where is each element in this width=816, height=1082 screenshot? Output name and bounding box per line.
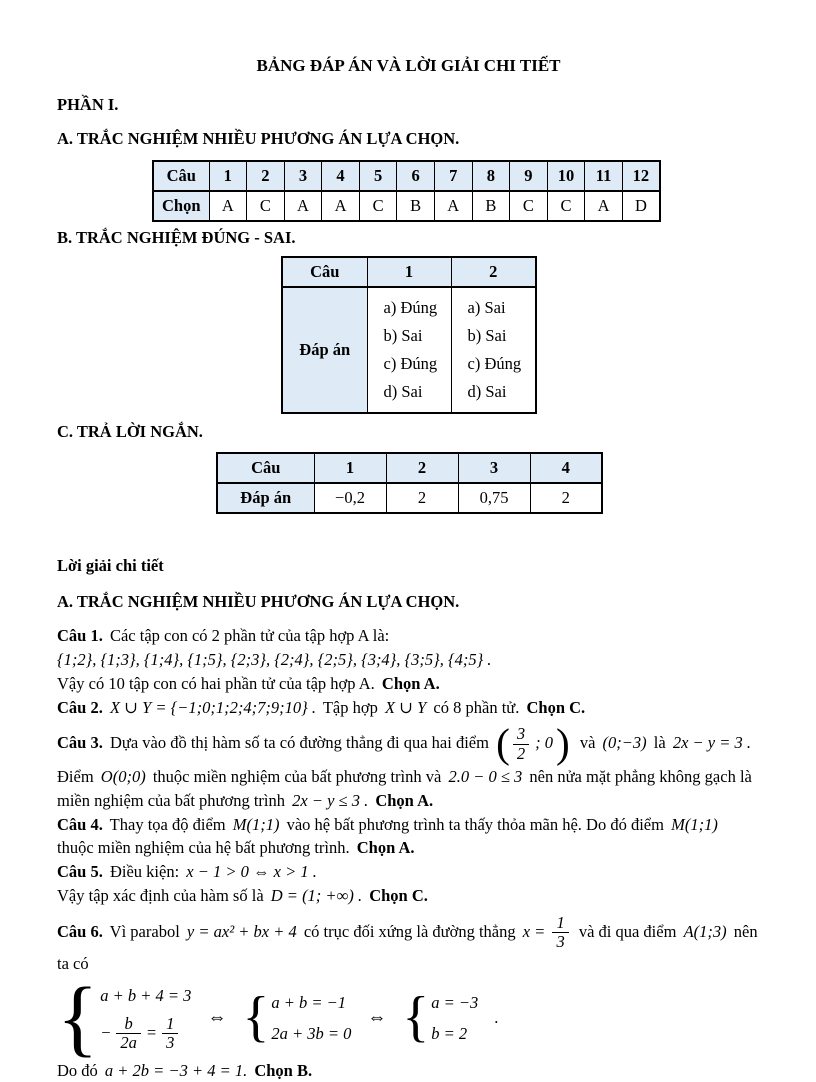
solution-text: nên nửa mặt phẳng không gạch là miền nghiệm của bất phương trình xyxy=(57,766,752,810)
table-cell: 2 xyxy=(386,453,458,483)
table-cell: 7 xyxy=(434,161,472,191)
table-cell: 3 xyxy=(458,453,530,483)
answer-cell: B xyxy=(397,191,435,221)
answer-cell: D xyxy=(622,191,660,221)
equation: − $\frac{b}{2a}$ = $\frac{1}{3}$ xyxy=(100,1015,191,1052)
option-result: d) Sai xyxy=(383,382,423,402)
option-result: b) Sai xyxy=(383,326,423,346)
table-header-row xyxy=(217,453,602,483)
option-result: d) Sai xyxy=(467,382,507,402)
table-cell: 10 xyxy=(547,161,585,191)
table-cell: 1 xyxy=(367,257,451,287)
equivalence-arrow: ⇔ xyxy=(367,1007,387,1029)
solution-text: vào hệ bất phương trình ta thấy thỏa mãn hệ. Do đó điểm xyxy=(286,814,664,834)
answer-choice: Chọn A. xyxy=(356,838,415,858)
table-cell: 4 xyxy=(530,453,602,483)
answer-cell: −0,2 xyxy=(314,483,386,513)
brace-icon: { xyxy=(57,969,99,1066)
answer-cell: A xyxy=(284,191,322,221)
math-expression: O(0;0) xyxy=(100,766,146,786)
answer-cell: A xyxy=(585,191,623,221)
brace-icon: { xyxy=(402,986,430,1049)
solution-cau-4 xyxy=(57,813,760,861)
table-cell: Câu xyxy=(153,161,209,191)
solution-text: Tập hợp xyxy=(322,697,378,717)
math-expression: (0;−3) xyxy=(602,732,647,752)
solution-text: Dựa vào đồ thị hàm số ta có đường thẳng đi qua hai điểm xyxy=(109,732,489,752)
answer-cell: A xyxy=(434,191,472,221)
answer-choice: Chọn C. xyxy=(526,697,586,717)
solution-text: thuộc miền nghiệm của bất phương trình và xyxy=(152,766,442,786)
answer-table-true-false xyxy=(281,256,537,414)
fraction: $\frac{1}{3}$ xyxy=(552,914,571,951)
option-result: b) Sai xyxy=(467,326,507,346)
table-cell: 12 xyxy=(622,161,660,191)
equation: a = −3 xyxy=(431,992,479,1012)
math-expression: 2x − y = 3 . xyxy=(672,732,752,752)
section-b-heading: B. TRẮC NGHIỆM ĐÚNG - SAI. xyxy=(57,228,296,248)
question-label: Câu 5. xyxy=(57,862,103,882)
solution-text: Do đó xyxy=(57,1060,98,1080)
question-label: Câu 6. xyxy=(57,921,103,941)
table-cell: Câu xyxy=(282,257,367,287)
answer-cell: C xyxy=(247,191,285,221)
page-title: BẢNG ĐÁP ÁN VÀ LỜI GIẢI CHI TIẾT xyxy=(256,56,561,75)
answer-cell: 2 xyxy=(386,483,458,513)
table-cell: 2 xyxy=(451,257,536,287)
table-header-row xyxy=(282,257,536,287)
system-1 xyxy=(57,969,192,1066)
solution-text: Điểm xyxy=(57,766,94,786)
table-answer-row xyxy=(153,191,660,221)
math-expression: x − 1 > 0 ⇔ x > 1 . xyxy=(186,862,317,882)
section-a-heading: A. TRẮC NGHIỆM NHIỀU PHƯƠNG ÁN LỰA CHỌN. xyxy=(57,128,460,148)
solution-text: và đi qua điểm xyxy=(578,921,677,941)
answer-table-short-answer xyxy=(216,452,603,514)
solution-cau-6 xyxy=(57,914,760,975)
fraction: $\frac{1}{3}$ xyxy=(162,1015,178,1052)
math-expression: 2.0 − 0 ≤ 3 xyxy=(448,766,523,786)
table-cell: 3 xyxy=(284,161,322,191)
solution-text: Vậy tập xác định của hàm số là xyxy=(57,886,264,906)
system-3 xyxy=(402,986,479,1049)
brace-icon: { xyxy=(242,986,270,1049)
option-result: c) Đúng xyxy=(383,354,438,374)
solution-text: là xyxy=(653,732,666,752)
equation-system-block xyxy=(57,969,760,1066)
solution-cau-2 xyxy=(57,696,760,720)
equivalence-arrow: ⇔ xyxy=(207,1007,227,1029)
period: . xyxy=(494,1008,499,1028)
answer-cell: C xyxy=(510,191,548,221)
answer-cell: C xyxy=(359,191,397,221)
solution-text: và xyxy=(579,732,596,752)
solution-text: có 8 phần tử. xyxy=(433,697,520,717)
close-paren: ) xyxy=(555,720,570,767)
solution-text: nên ta có xyxy=(57,921,758,973)
answer-cell-q2 xyxy=(451,287,536,413)
answer-choice: Chọn A. xyxy=(381,673,440,693)
part-label: PHẦN I. xyxy=(57,94,119,114)
answer-cell: C xyxy=(547,191,585,221)
math-expression: X ∪ Y xyxy=(384,697,427,717)
answer-choice: Chọn C. xyxy=(369,886,428,906)
equation: a + b = −1 xyxy=(271,992,346,1012)
table-header-row xyxy=(153,161,660,191)
table-cell: 6 xyxy=(397,161,435,191)
solution-text: Thay tọa độ điểm xyxy=(109,814,226,834)
math-expression: X ∪ Y = {−1;0;1;2;4;7;9;10} . xyxy=(109,697,316,717)
open-paren: ( xyxy=(496,720,510,767)
solutions-a-heading: A. TRẮC NGHIỆM NHIỀU PHƯƠNG ÁN LỰA CHỌN. xyxy=(57,591,460,611)
math-expression: A(1;3) xyxy=(683,921,727,941)
equation: a + b + 4 = 3 xyxy=(100,985,192,1005)
option-result: a) Đúng xyxy=(383,298,438,318)
section-c-heading: C. TRẢ LỜI NGẮN. xyxy=(57,422,203,442)
solution-text: có trục đối xứng là đường thẳng xyxy=(303,921,516,941)
math-expression: {1;2}, {1;3}, {1;4}, {1;5}, {2;3}, {2;4}, {2;5}, {3;4}, {3;5}, {4;5} . xyxy=(57,649,492,669)
answer-choice: Chọn B. xyxy=(254,1060,313,1080)
math-expression: ( $\frac{3}{2}$ ; 0) xyxy=(496,720,570,767)
equation: b = 2 xyxy=(431,1023,468,1043)
math-expression: M(1;1) xyxy=(671,814,718,834)
math-expression: D = (1; +∞) . xyxy=(270,886,363,906)
math-expression: a + 2b = −3 + 4 = 1. xyxy=(104,1060,248,1080)
solution-text: Vì parabol xyxy=(109,921,180,941)
answer-cell: B xyxy=(472,191,510,221)
option-result: c) Đúng xyxy=(467,354,522,374)
table-cell: 1 xyxy=(209,161,247,191)
spacer xyxy=(57,514,760,544)
answer-cell: 2 xyxy=(530,483,602,513)
answer-choice: Chọn A. xyxy=(375,790,434,810)
fraction: $\frac{b}{2a}$ xyxy=(116,1015,141,1052)
table-answer-row xyxy=(282,287,536,413)
solution-text: thuộc miền nghiệm của hệ bất phương trình. xyxy=(57,838,350,858)
table-cell: 11 xyxy=(585,161,623,191)
question-label: Câu 4. xyxy=(57,814,103,834)
fraction: $\frac{3}{2}$ xyxy=(513,725,532,762)
solution-text: Các tập con có 2 phần tử của tập hợp A là: xyxy=(109,625,390,645)
system-2 xyxy=(242,986,352,1049)
math-expression: y = ax² + bx + 4 xyxy=(186,921,297,941)
answer-table-multiple-choice xyxy=(152,160,661,222)
option-result: a) Sai xyxy=(467,298,506,318)
math-expression: M(1;1) xyxy=(232,814,280,834)
table-cell: 2 xyxy=(247,161,285,191)
table-cell: 4 xyxy=(322,161,360,191)
row-label: Đáp án xyxy=(217,483,314,513)
table-answer-row xyxy=(217,483,602,513)
solution-text: Điều kiện: xyxy=(109,862,180,882)
math-expression: 2x − y ≤ 3 . xyxy=(292,790,369,810)
answer-cell: A xyxy=(209,191,247,221)
answer-cell-q1 xyxy=(367,287,451,413)
solution-text: Vậy có 10 tập con có hai phần tử của tập hợp A. xyxy=(57,673,375,693)
math-expression: x = xyxy=(522,921,546,941)
table-cell: 8 xyxy=(472,161,510,191)
solutions-heading: Lời giải chi tiết xyxy=(57,555,164,575)
equation: 2a + 3b = 0 xyxy=(271,1023,352,1043)
row-label: Chọn xyxy=(153,191,209,221)
table-cell: 9 xyxy=(510,161,548,191)
table-cell: 5 xyxy=(359,161,397,191)
answer-cell: 0,75 xyxy=(458,483,530,513)
question-label: Câu 1. xyxy=(57,625,103,645)
solution-cau-1 xyxy=(57,624,760,696)
answer-cell: A xyxy=(322,191,360,221)
question-label: Câu 3. xyxy=(57,732,103,752)
row-label: Đáp án xyxy=(282,287,367,413)
table-cell: Câu xyxy=(217,453,314,483)
solution-cau-3 xyxy=(57,720,760,812)
question-label: Câu 2. xyxy=(57,697,103,717)
solution-cau-6-conclusion xyxy=(57,1059,760,1082)
table-cell: 1 xyxy=(314,453,386,483)
solution-cau-5 xyxy=(57,860,760,908)
